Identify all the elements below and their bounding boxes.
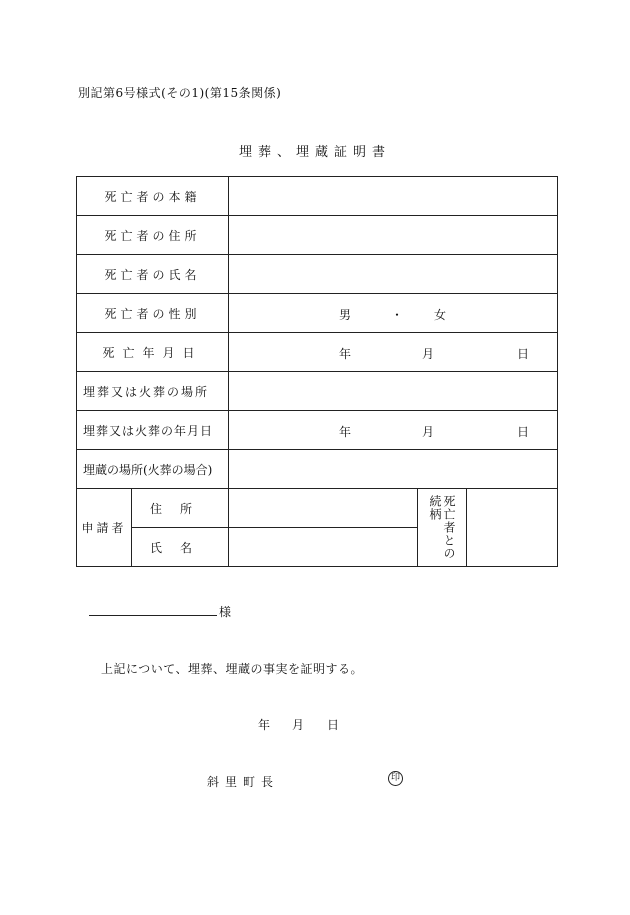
field-interment-place[interactable] [229,450,558,489]
field-applicant-address[interactable] [229,489,418,528]
sex-separator: ・ [391,308,404,322]
burial-date-month: 月 [422,425,435,439]
field-honseki[interactable] [229,177,558,216]
label-burial-date: 埋葬又は火葬の年月日 [77,411,229,450]
field-applicant-name[interactable] [229,528,418,567]
addressee-suffix: 様 [219,605,232,619]
document-title: 埋葬、埋蔵証明書 [238,145,391,160]
form-reference: 別記第6号様式(その1)(第15条関係) [78,86,282,100]
row-name [77,255,558,294]
label-interment-place: 埋蔵の場所(火葬の場合) [77,450,229,489]
certification-statement: 上記について、埋葬、埋蔵の事実を証明する。 [101,662,364,676]
label-deceased-name: 死亡者の氏名 [77,255,229,294]
burial-date-year: 年 [339,425,352,439]
cert-date-month: 月 [292,718,305,732]
field-burial-place[interactable] [229,372,558,411]
row-applicant-address [77,489,558,528]
row-interment-place [77,450,558,489]
label-applicant-address: 住所 [132,489,229,528]
burial-date-day: 日 [517,425,530,439]
row-burial-place [77,372,558,411]
row-honseki [77,177,558,216]
label-applicant-name: 氏名 [132,528,229,567]
row-address [77,216,558,255]
seal-mark: 印 [388,771,403,786]
row-burial-date [77,411,558,450]
field-deceased-sex[interactable] [229,294,558,333]
label-death-date: 死亡年月日 [77,333,229,372]
row-death-date [77,333,558,372]
addressee-blank-line[interactable] [89,615,217,616]
cert-date-day: 日 [327,718,340,732]
label-relation-cell [418,489,467,567]
label-deceased-address: 死亡者の住所 [77,216,229,255]
label-relation: 死亡者との続柄 [428,494,457,560]
label-honseki: 死亡者の本籍 [77,177,229,216]
field-relation[interactable] [467,489,558,567]
field-deceased-address[interactable] [229,216,558,255]
row-sex [77,294,558,333]
field-death-date[interactable] [229,333,558,372]
death-date-day: 日 [517,347,530,361]
sex-female-option[interactable]: 女 [434,308,447,322]
field-burial-date[interactable] [229,411,558,450]
field-deceased-name[interactable] [229,255,558,294]
cert-date-year: 年 [258,718,271,732]
label-burial-place: 埋葬又は火葬の場所 [77,372,229,411]
death-date-month: 月 [422,347,435,361]
sex-male-option[interactable]: 男 [339,308,352,322]
death-date-year: 年 [339,347,352,361]
label-applicant: 申請者 [77,489,132,567]
issuer-title: 斜里町長 [207,775,280,789]
label-deceased-sex: 死亡者の性別 [77,294,229,333]
certificate-form-table [76,176,558,567]
